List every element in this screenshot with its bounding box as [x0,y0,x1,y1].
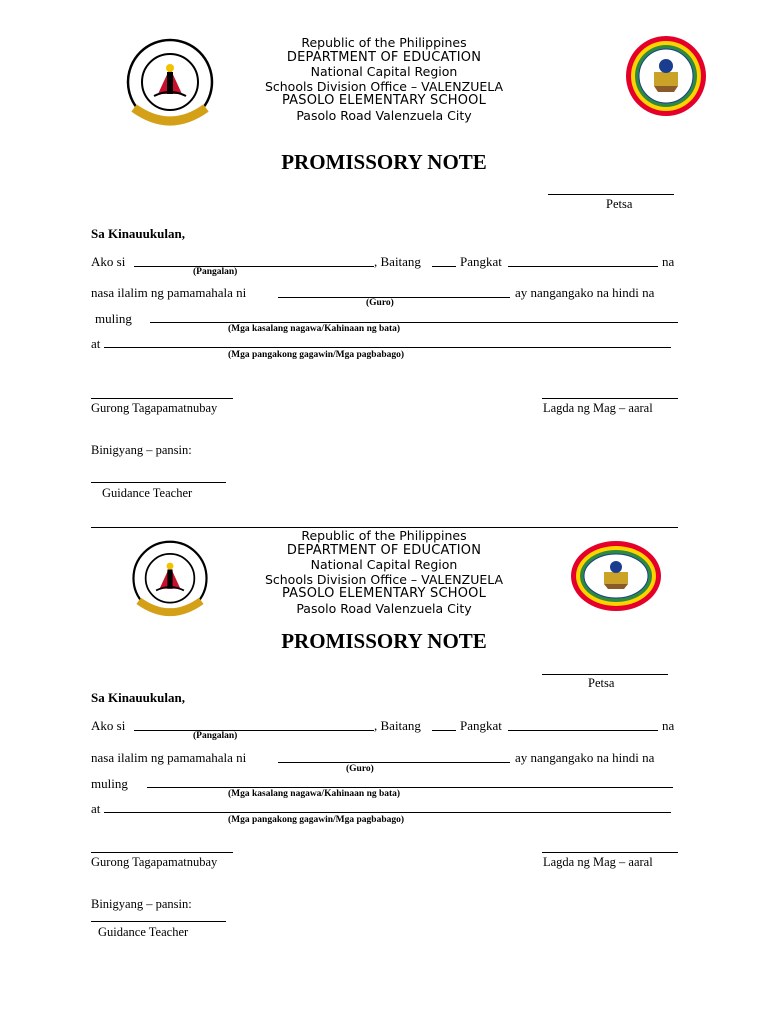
guidance-signature-line[interactable] [91,921,226,922]
division-line: Schools Division Office – VALENZUELA [264,78,504,94]
noted-label: Binigyang – pansin: [91,443,192,457]
teacher-field-line[interactable] [278,762,510,763]
student-signature-label: Lagda ng Mag – aaral [543,401,653,415]
offense-label: (Mga kasalang nagawa/Kahinaan ng bata) [228,789,401,799]
name-label: (Pangalan) [193,731,238,741]
line1-section: Pangkat [460,254,502,269]
line4-start: at [91,801,101,816]
date-label: Petsa [606,197,633,211]
adviser-signature-line[interactable] [91,398,233,399]
line3-start: muling [91,776,128,791]
department-line: DEPARTMENT OF EDUCATION [286,49,482,65]
promise-label: (Mga pangakong gagawin/Mga pagbabago) [228,350,405,360]
grade-field-line[interactable] [432,730,456,731]
date-field-line[interactable] [548,194,674,195]
date-field-line[interactable] [542,674,668,675]
address-line: Pasolo Road Valenzuela City [296,600,472,616]
adviser-label: Gurong Tagapamatnubay [91,401,218,415]
region-line: National Capital Region [310,557,458,572]
school-name: PASOLO ELEMENTARY SCHOOL [281,93,487,108]
adviser-label: Gurong Tagapamatnubay [91,855,218,869]
line2-start: nasa ilalim ng pamamahala ni [91,750,247,765]
offense-field-line[interactable] [150,322,678,323]
line1-grade: , Baitang [374,254,421,269]
salutation: Sa Kinauukulan, [91,690,185,705]
republic-line: Republic of the Philippines [301,35,467,50]
promise-label: (Mga pangakong gagawin/Mga pagbabago) [228,815,405,825]
school-name: PASOLO ELEMENTARY SCHOOL [281,586,487,601]
teacher-label: (Guro) [346,764,374,774]
adviser-signature-line[interactable] [91,852,233,853]
date-label: Petsa [588,676,615,690]
name-field-line[interactable] [134,730,374,731]
line2-end: ay nangangako na hindi na [515,285,655,300]
offense-label: (Mga kasalang nagawa/Kahinaan ng bata) [228,324,401,334]
page-title: PROMISSORY NOTE [281,150,487,174]
student-signature-label: Lagda ng Mag – aaral [543,855,653,869]
promise-field-line[interactable] [104,347,671,348]
promise-field-line[interactable] [104,812,671,813]
line2-end: ay nangangako na hindi na [515,750,655,765]
line1-section: Pangkat [460,718,502,733]
line1-end: na [662,718,675,733]
line1-end: na [662,254,675,269]
student-signature-line[interactable] [542,852,678,853]
student-signature-line[interactable] [542,398,678,399]
name-label: (Pangalan) [193,267,238,277]
school-seal-logo [624,34,708,118]
section-field-line[interactable] [508,730,658,731]
grade-field-line[interactable] [432,266,456,267]
line3-start: muling [95,311,132,326]
salutation: Sa Kinauukulan, [91,226,185,241]
teacher-label: (Guro) [366,298,394,308]
name-field-line[interactable] [134,266,374,267]
teacher-field-line[interactable] [278,297,510,298]
division-line: Schools Division Office – VALENZUELA [264,571,504,587]
region-line: National Capital Region [310,64,458,79]
section-field-line[interactable] [508,266,658,267]
department-line: DEPARTMENT OF EDUCATION [286,542,482,558]
address-line: Pasolo Road Valenzuela City [296,107,472,123]
line2-start: nasa ilalim ng pamamahala ni [91,285,247,300]
noted-label: Binigyang – pansin: [91,897,192,911]
offense-field-line[interactable] [147,787,673,788]
line4-start: at [91,336,101,351]
line1-start: Ako si [91,254,126,269]
guidance-signature-line[interactable] [91,482,226,483]
guidance-label: Guidance Teacher [102,486,193,500]
line1-grade: , Baitang [374,718,421,733]
school-seal-logo [570,540,662,612]
line1-start: Ako si [91,718,126,733]
guidance-label: Guidance Teacher [98,925,189,939]
page-title: PROMISSORY NOTE [281,629,487,653]
republic-line: Republic of the Philippines [301,528,467,543]
